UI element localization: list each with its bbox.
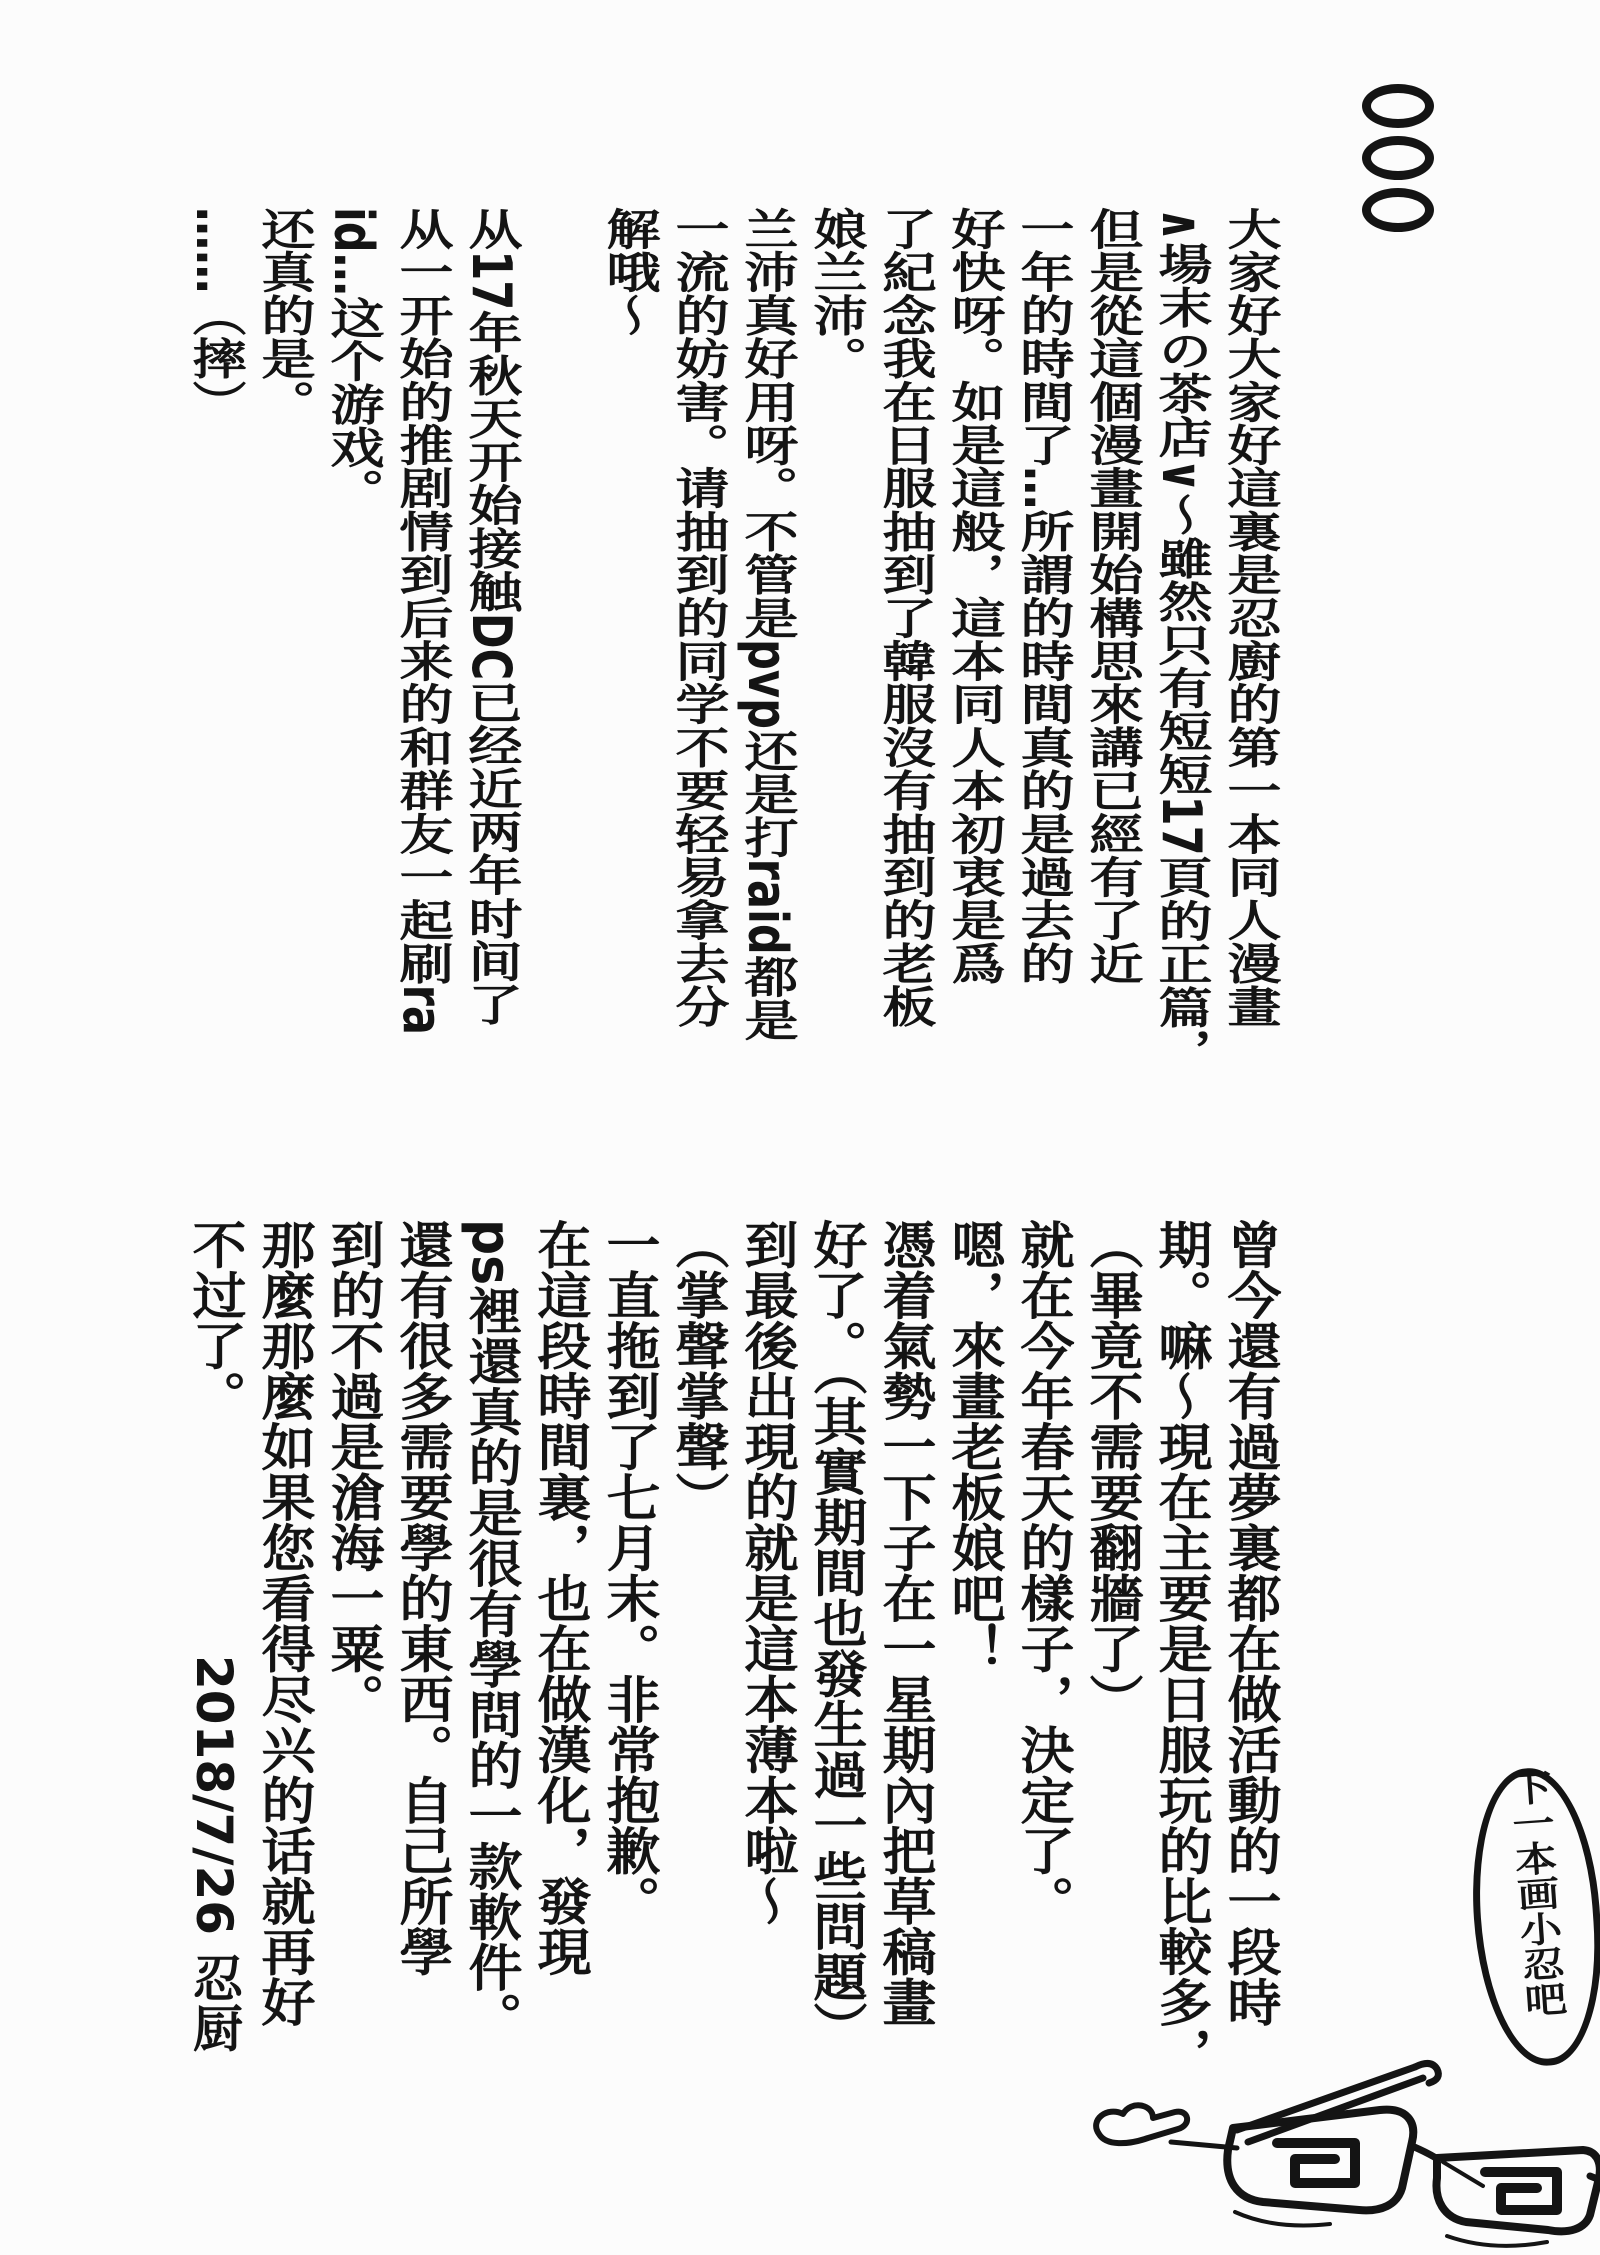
- glasses-temple-stub: [1590, 2176, 1600, 2180]
- text-column: ……（摔）: [184, 207, 247, 423]
- text-column: 还真的是。: [253, 207, 316, 423]
- text-column: 那麼那麼如果您看得尽兴的话就再好: [253, 1219, 316, 2027]
- speech-bubble-text: 下一本画小忍吧: [1502, 1768, 1569, 2019]
- text-column: 到的不過是滄海一粟。: [322, 1219, 385, 1724]
- glasses-doodle: [1085, 2030, 1600, 2255]
- afterword-top-block: [181, 207, 1285, 1072]
- text-column: 兰沛真好用呀。不管是pvp还是打raid都是: [736, 207, 799, 1042]
- speech-bubble: [1464, 1764, 1600, 2070]
- text-column: 娘兰沛。: [805, 207, 868, 380]
- text-column: 憑着氣勢一下子在一星期內把草稿畫: [874, 1219, 937, 2027]
- glasses-right-lens: [1436, 2150, 1599, 2246]
- text-column: 期。嘛～現在主要是日服玩的比較多，: [1150, 1219, 1213, 2078]
- glasses-left-lens: [1227, 2110, 1413, 2226]
- text-column: 一年的時間了…所謂的時間真的是過去的: [1012, 207, 1075, 985]
- pointing-hand-icon: [1096, 2105, 1237, 2148]
- text-column: ps裡還真的是很有學問的一款軟件。: [460, 1219, 523, 2043]
- afterword-bottom-block: [181, 1219, 1285, 2077]
- text-column: 一直拖到了七月末。非常抱歉。: [598, 1219, 661, 1926]
- text-column: 从一开始的推剧情到后来的和群友一起刷ra: [391, 207, 454, 1036]
- text-column: ∧場末の茶店∨～雖然只有短短17頁的正篇，: [1150, 207, 1213, 1072]
- oval-mark-icon: [1362, 136, 1434, 180]
- text-column: 還有很多需要學的東西。自己所學: [391, 1219, 454, 1977]
- text-column: id…这个游戏。: [322, 207, 385, 512]
- text-column: 从17年秋天开始接触DC已经近两年时间了: [460, 207, 523, 1026]
- text-column: 在這段時間裏，也在做漢化，發現: [529, 1219, 592, 1977]
- text-column: 了紀念我在日服抽到了韓服沒有抽到的老板: [874, 207, 937, 1028]
- text-column: 大家好大家好這裏是忍廚的第一本同人漫畫: [1219, 207, 1282, 1028]
- text-column: 到最後出現的就是這本薄本啦～: [736, 1219, 799, 1926]
- text-column: 一流的妨害。请抽到的同学不要轻易拿去分: [667, 207, 730, 1028]
- lens-spiral-left: [1277, 2143, 1355, 2183]
- text-column: 解哦～: [598, 207, 661, 337]
- text-column: 曾今還有過夢裏都在做活動的一段時: [1219, 1219, 1282, 2027]
- text-column: （掌聲掌聲）: [667, 1219, 730, 1522]
- text-column: 好了。（其實期間也發生過一些問題）: [805, 1219, 868, 2053]
- signature-date: 2018/7/26 忍厨: [185, 1655, 243, 2053]
- lens-spiral-right: [1485, 2172, 1557, 2210]
- triple-oval-mark: [1362, 84, 1434, 232]
- oval-mark-icon: [1362, 188, 1434, 232]
- text-column: 好快呀。如是這般，這本同人本初衷是爲: [943, 207, 1006, 985]
- text-column: 不过了。: [184, 1219, 247, 1421]
- oval-mark-icon: [1362, 84, 1434, 128]
- text-column: （畢竟不需要翻牆了）: [1081, 1219, 1144, 1724]
- text-column: 就在今年春天的樣子，決定了。: [1012, 1219, 1075, 1926]
- glasses-bridge: [1412, 2146, 1436, 2158]
- glasses-temple-arm: [1237, 2063, 1438, 2142]
- text-column: 但是從這個漫畫開始構思來講已經有了近: [1081, 207, 1144, 985]
- text-column: 嗯，來畫老板娘吧！: [943, 1219, 1006, 1674]
